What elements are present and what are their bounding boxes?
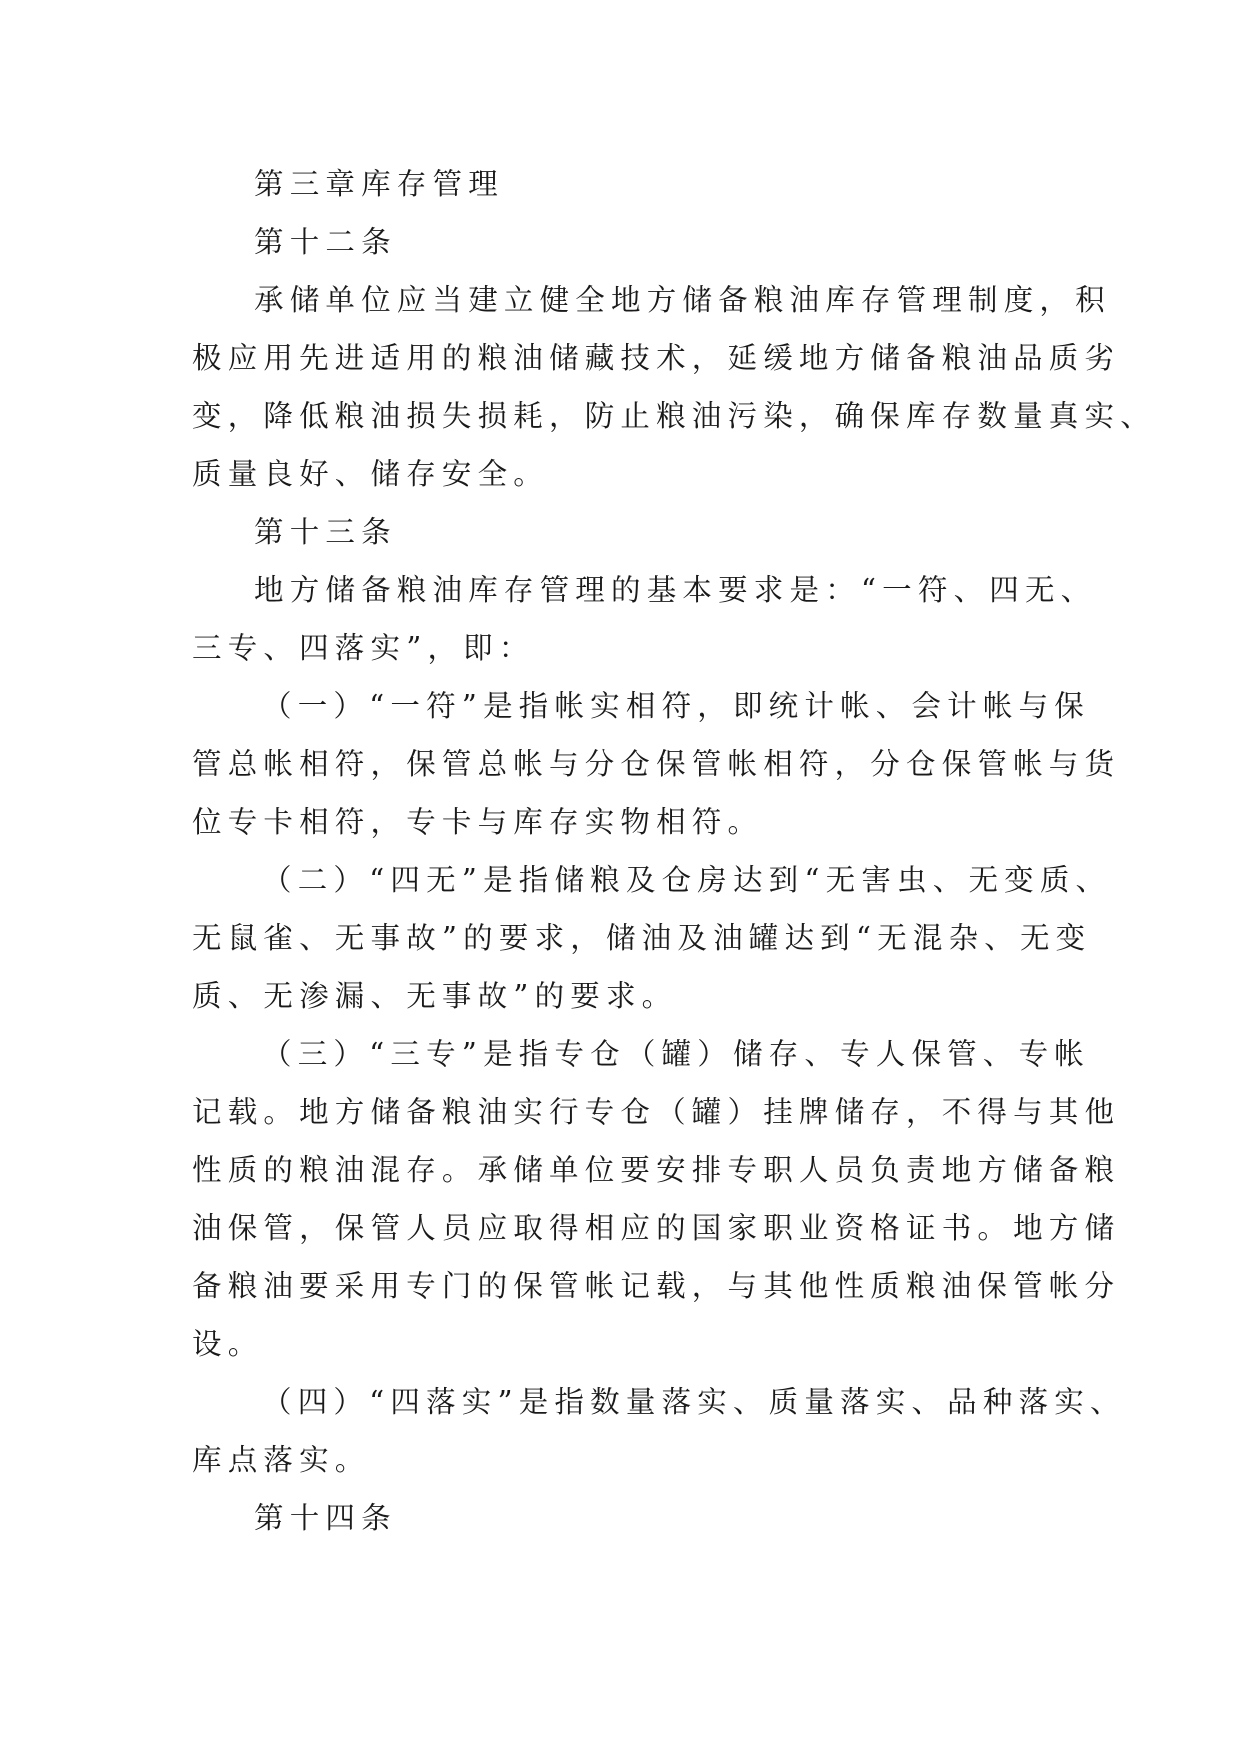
article-13-item-3-line: 记载。地方储备粮油实行专仓（罐）挂牌储存，不得与其他 xyxy=(192,1095,1121,1129)
article-13-item-3-line: 设。 xyxy=(192,1327,264,1361)
article-13-item-4-line: （四）“四落实”是指数量落实、质量落实、品种落实、 xyxy=(262,1385,1126,1419)
article-13-intro-line: 三专、四落实”，即： xyxy=(192,631,535,665)
article-13-item-3-line: 性质的粮油混存。承储单位要安排专职人员负责地方储备粮 xyxy=(192,1153,1121,1187)
article-13-heading: 第十三条 xyxy=(254,515,397,549)
article-12-line: 极应用先进适用的粮油储藏技术，延缓地方储备粮油品质劣 xyxy=(192,341,1121,375)
article-14-heading: 第十四条 xyxy=(254,1501,397,1535)
document-body xyxy=(192,155,1156,1547)
article-13-intro-line: 地方储备粮油库存管理的基本要求是：“一符、四无、 xyxy=(254,573,1097,607)
article-12-heading: 第十二条 xyxy=(254,225,397,259)
chapter-title: 第三章库存管理 xyxy=(254,167,504,201)
article-12-line: 变，降低粮油损失损耗，防止粮油污染，确保库存数量真实、 xyxy=(192,399,1156,433)
article-12-line: 承储单位应当建立健全地方储备粮油库存管理制度，积 xyxy=(254,283,1111,317)
article-13-item-1-line: 位专卡相符，专卡与库存实物相符。 xyxy=(192,805,764,839)
article-13-item-4-line: 库点落实。 xyxy=(192,1443,371,1477)
article-13-item-1-line: 管总帐相符，保管总帐与分仓保管帐相符，分仓保管帐与货 xyxy=(192,747,1121,781)
article-13-item-2-line: （二）“四无”是指储粮及仓房达到“无害虫、无变质、 xyxy=(262,863,1112,897)
article-13-item-3-line: （三）“三专”是指专仓（罐）储存、专人保管、专帐 xyxy=(262,1037,1090,1071)
article-13-item-2-line: 无鼠雀、无事故”的要求，储油及油罐达到“无混杂、无变 xyxy=(192,921,1092,955)
article-13-item-3-line: 油保管，保管人员应取得相应的国家职业资格证书。地方储 xyxy=(192,1211,1121,1245)
article-13-item-3-line: 备粮油要采用专门的保管帐记载，与其他性质粮油保管帐分 xyxy=(192,1269,1121,1303)
article-13-item-1-line: （一）“一符”是指帐实相符，即统计帐、会计帐与保 xyxy=(262,689,1090,723)
article-13-item-2-line: 质、无渗漏、无事故”的要求。 xyxy=(192,979,678,1013)
article-12-line: 质量良好、储存安全。 xyxy=(192,457,550,491)
